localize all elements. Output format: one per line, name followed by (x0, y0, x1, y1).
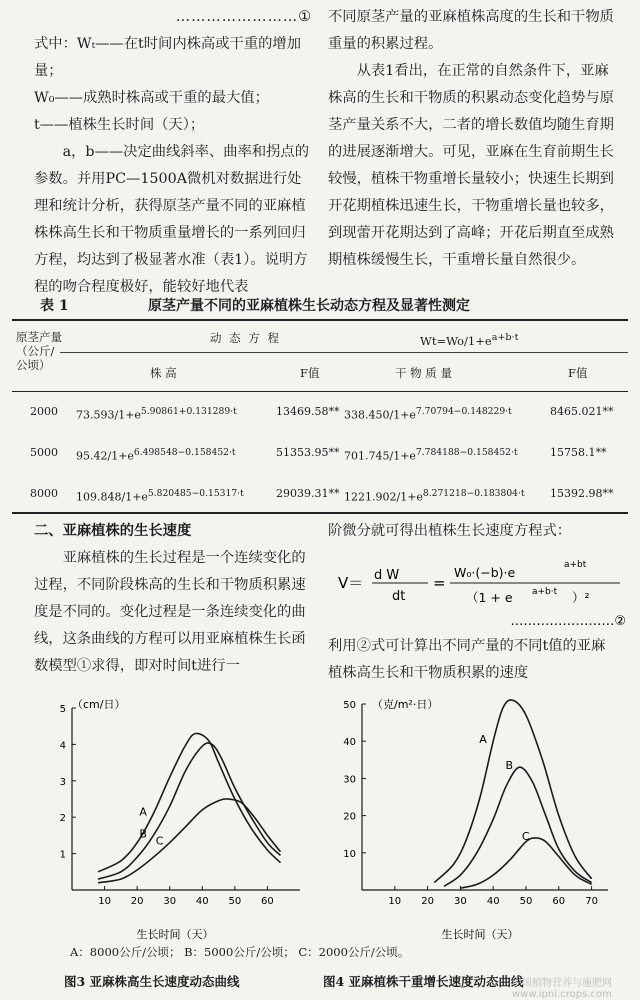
figure3-caption: 图3 亚麻株高生长速度动态曲线 (64, 974, 240, 989)
table-formula-exponent: a+b·t (491, 332, 519, 343)
series-line-c (98, 799, 280, 883)
y-tick-label: 1 (59, 849, 66, 861)
section2-right-after (328, 633, 614, 687)
table-col-yield-header: 原茎产量（公斤/公顷） (16, 330, 62, 372)
x-tick-label: 40 (195, 896, 209, 907)
x-tick-label: 40 (486, 896, 500, 907)
right-text-column (328, 4, 614, 274)
section2-heading: 二、亚麻植株的生长速度 (34, 523, 192, 539)
figure3-x-axis-label: 生长时间（天） (136, 928, 214, 941)
formula-denominator-right-exp: a+b·t (532, 587, 558, 597)
definition-t: t——植株生长时间（天）； (34, 117, 205, 133)
cell-dry-equation (344, 446, 518, 464)
cell-yield: 8000 (30, 487, 58, 500)
y-tick-label: 40 (343, 737, 356, 749)
y-tick-label: 2 (59, 813, 66, 825)
series-label-a: A (479, 733, 487, 747)
cell-height-base: 73.593/1+e (76, 408, 141, 422)
series-label-a: A (139, 805, 147, 819)
cell-f1: 51353.95** (276, 446, 340, 459)
cell-dry-equation (344, 487, 525, 505)
figure4-x-axis-label: 生长时间（天） (441, 928, 519, 941)
cell-dry-equation (344, 405, 512, 423)
cell-dry-base: 338.450/1+e (344, 408, 416, 422)
cell-f2: 15392.98** (550, 487, 614, 500)
cell-height-equation (76, 405, 237, 423)
x-tick-label: 10 (388, 896, 402, 907)
formula-numerator-left: d W (374, 568, 400, 583)
series-label-b: B (505, 759, 513, 773)
y-tick-label: 5 (59, 704, 66, 715)
cell-dry-base: 1221.902/1+e (344, 490, 423, 504)
table-formula-header (420, 331, 518, 348)
table-col-dry-header: 干 物 质 量 (395, 366, 452, 380)
formula-denominator-left: dt (392, 589, 406, 604)
series-line-a (434, 700, 591, 883)
definition-w-t: 式中：Wₜ——在t时间内株高或干重的增加量； (34, 36, 302, 79)
section2-after-formula: 利用②式可计算出不同产量的不同t值的亚麻植株高生长和干物质积累的速度 (328, 638, 606, 681)
x-tick-label: 60 (261, 896, 274, 907)
table-top-rule (12, 319, 628, 321)
series-label-b: B (139, 827, 147, 841)
paragraph-continuation: 不同原茎产量的亚麻植株高度的生长和干物质重量的积累过程。 (328, 9, 614, 52)
x-tick-label: 20 (130, 896, 144, 907)
velocity-formula (336, 553, 626, 633)
cell-dry-exponent: 7.70794−0.148229·t (415, 406, 512, 417)
cell-f1: 13469.58** (276, 405, 340, 418)
section2-left-column (34, 518, 312, 680)
cell-height-equation (76, 446, 236, 464)
table-label: 表 1 (40, 298, 69, 314)
table-group-header: 动 态 方 程 (210, 331, 281, 345)
section2-right-intro: 阶微分就可得出植株生长速度方程式： (328, 523, 572, 539)
table-title (0, 293, 640, 317)
cell-height-exponent: 5.820485−0.15317·t (147, 488, 244, 499)
formula-lhs: V＝ (338, 574, 364, 592)
cell-f2: 8465.021** (550, 405, 614, 418)
figure-legend-note: A：8000公斤/公顷； B：5000公斤/公顷； C：2000公斤/公顷。 (70, 945, 410, 959)
x-tick-label: 30 (163, 896, 177, 907)
table-bottom-rule (12, 512, 628, 514)
left-text-column (34, 4, 312, 301)
cell-yield: 5000 (30, 446, 58, 459)
x-tick-label: 30 (454, 896, 467, 907)
x-tick-label: 20 (421, 896, 434, 907)
cell-height-exponent: 5.90861+0.131289·t (140, 406, 237, 417)
figure4-chart (318, 690, 620, 942)
formula-denominator-right: （1 + e (466, 590, 513, 605)
cell-f1: 29039.31** (276, 487, 340, 500)
cell-height-base: 95.42/1+e (76, 449, 134, 463)
table-caption: 原茎产量不同的亚麻植株生长动态方程及显著性测定 (148, 298, 470, 314)
cell-dry-exponent: 8.271218−0.183804·t (422, 488, 525, 499)
series-line-a (98, 733, 280, 871)
series-label-c: C (155, 834, 164, 848)
table-group-rule (60, 352, 628, 353)
x-tick-label: 50 (228, 896, 242, 907)
cell-f2: 15758.1** (550, 446, 607, 459)
formula-numerator-right: W₀·(−b)·e (454, 565, 516, 580)
watermark: 中国植物营养与施肥网 www.ipni.crops.com (512, 978, 612, 1000)
table-col-f2-header: F值 (568, 366, 588, 380)
series-line-b (98, 743, 280, 879)
table-formula-base: Wt=Wo/1+e (420, 333, 492, 348)
cell-dry-base: 701.745/1+e (344, 449, 416, 463)
cell-height-equation (76, 487, 244, 505)
table-header-rule (12, 391, 628, 392)
figure4-y-axis-label: （克/m²·日） (372, 698, 439, 711)
definition-ab-paragraph: a，b——决定曲线斜率、曲率和拐点的参数。并用PC—1500A微机对数据进行处理和统计分析，获得原茎产量不同的亚麻植株株高生长和干物质重量增长的一系列回归方程，均达到了极显著水准（表1）。说明方程的吻合程度极好，能较好地代表 (34, 144, 310, 295)
cell-dry-exponent: 7.784188−0.158452·t (415, 447, 518, 458)
y-tick-label: 4 (59, 740, 66, 752)
formula-equals: = (433, 574, 446, 592)
x-tick-label: 10 (98, 896, 111, 907)
figure4-caption: 图4 亚麻植株干重增长速度动态曲线 (323, 974, 524, 989)
x-tick-label: 50 (519, 896, 533, 907)
equation-two-reference: ……………………② (510, 614, 626, 629)
formula-numerator-right-exp: a+bt (564, 560, 587, 570)
cell-height-base: 109.848/1+e (76, 490, 148, 504)
table-col-height-header: 株 高 (150, 366, 177, 380)
paragraph-table-analysis: 从表1看出，在正常的自然条件下，亚麻株高的生长和干物质的积累动态变化趋势与原茎产量关系不大，二者的增长数值均随生育期的进展逐渐增大。可见，亚麻在生育前期生长较慢，植株干物重增长量较小；快速生长期到开花期植株迅速生长，干物重增长量也较多，到现蕾开花期达到了高峰；开花后期直至成熟期植株缓慢生长，干重增长量自然很少。 (328, 63, 614, 268)
definition-w-0: W₀——成熟时株高或干重的最大值； (34, 90, 269, 106)
formula-denominator-right-end: ）² (572, 590, 590, 605)
y-tick-label: 30 (343, 774, 356, 786)
table-col-f1-header: F值 (300, 366, 320, 380)
section2-paragraph: 亚麻植株的生长过程是一个连续变化的过程，不同阶段株高的生长和干物质积累速度是不同的。变化过程是一条连续变化的曲线，这条曲线的方程可以用亚麻植株生长函数模型①求得，即对时间t进行一 (34, 550, 306, 674)
figure3-chart (20, 690, 305, 942)
x-tick-label: 60 (552, 896, 566, 907)
y-tick-label: 50 (343, 700, 356, 711)
series-label-c: C (521, 829, 530, 843)
equation-one-reference: ……………………① (175, 9, 312, 25)
figure3-y-axis-label: （cm/日） (72, 698, 126, 711)
section2-right-column (328, 518, 614, 545)
cell-yield: 2000 (30, 405, 58, 418)
y-tick-label: 10 (343, 848, 356, 860)
x-tick-label: 70 (585, 896, 598, 907)
cell-height-exponent: 6.498548−0.158452·t (133, 447, 236, 458)
y-tick-label: 3 (59, 776, 66, 788)
y-tick-label: 20 (343, 811, 356, 823)
